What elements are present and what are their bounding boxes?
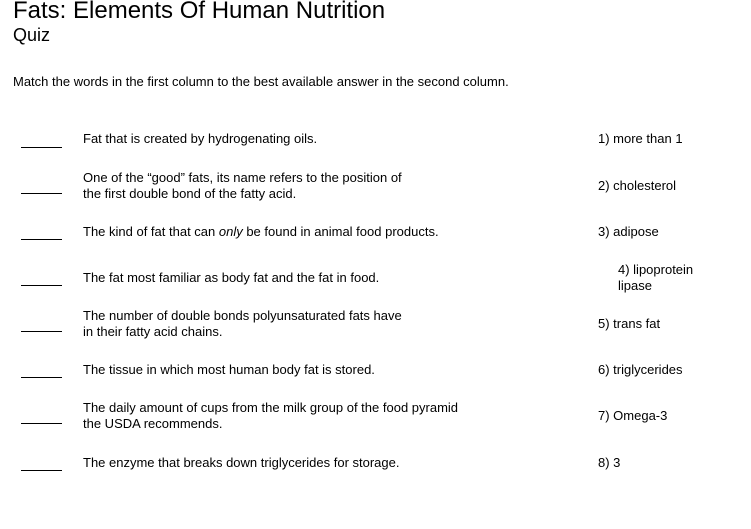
question-line: One of the “good” fats, its name refers to the position of: [83, 170, 402, 185]
question-text-after: be found in animal food products.: [242, 224, 439, 239]
question-text: [83, 170, 402, 202]
question-line: The fat most familiar as body fat and the fat in food.: [83, 270, 380, 285]
answer-line: 5) trans fat: [598, 316, 661, 331]
question-text-before: The kind of fat that can: [83, 224, 219, 239]
question-text: [83, 362, 375, 378]
answer-option: [618, 262, 693, 294]
question-line: The tissue in which most human body fat is stored.: [83, 362, 375, 377]
answer-option: [598, 408, 667, 424]
answer-line: 2) cholesterol: [598, 178, 677, 193]
question-line: Fat that is created by hydrogenating oils.: [83, 131, 318, 146]
answer-line: 1) more than 1: [598, 131, 683, 146]
question-line: The number of double bonds polyunsaturated fats have: [83, 308, 402, 323]
answer-blank[interactable]: [21, 147, 62, 148]
question-line: The enzyme that breaks down triglycerides for storage.: [83, 455, 400, 470]
answer-option: [598, 178, 676, 194]
question-emphasis: only: [218, 224, 243, 239]
question-text: [83, 131, 317, 147]
answer-option: [598, 455, 620, 471]
answer-line: 6) triglycerides: [598, 362, 683, 377]
question-text: [83, 455, 399, 471]
answer-option: [598, 316, 660, 332]
question-line: the USDA recommends.: [83, 416, 223, 431]
page-subtitle: Quiz: [13, 25, 51, 45]
answer-line: 7) Omega-3: [598, 408, 668, 423]
answer-blank[interactable]: [21, 331, 62, 332]
question-line: [83, 224, 439, 240]
question-line: The daily amount of cups from the milk group of the food pyramid: [83, 400, 459, 415]
answer-blank[interactable]: [21, 239, 62, 240]
answer-option: [598, 362, 683, 378]
answer-option: [598, 224, 659, 240]
instructions-text: Match the words in the first column to the best available answer in the second column.: [13, 74, 509, 89]
question-line: the first double bond of the fatty acid.: [83, 186, 297, 201]
question-text: [83, 308, 402, 340]
question-line: in their fatty acid chains.: [83, 324, 223, 339]
answer-blank[interactable]: [21, 285, 62, 286]
answer-blank[interactable]: [21, 423, 62, 424]
question-text: [83, 224, 439, 240]
answer-option: [598, 131, 683, 147]
answer-line: 8) 3: [598, 455, 621, 470]
answer-blank[interactable]: [21, 470, 62, 471]
answer-line: 4) lipoprotein: [618, 262, 694, 277]
page-title: Fats: Elements Of Human Nutrition: [13, 0, 386, 24]
answer-blank[interactable]: [21, 377, 62, 378]
answer-blank[interactable]: [21, 193, 62, 194]
answer-line: lipase: [618, 278, 652, 293]
question-text: [83, 400, 458, 432]
answer-line: 3) adipose: [598, 224, 659, 239]
question-text: [83, 270, 379, 286]
